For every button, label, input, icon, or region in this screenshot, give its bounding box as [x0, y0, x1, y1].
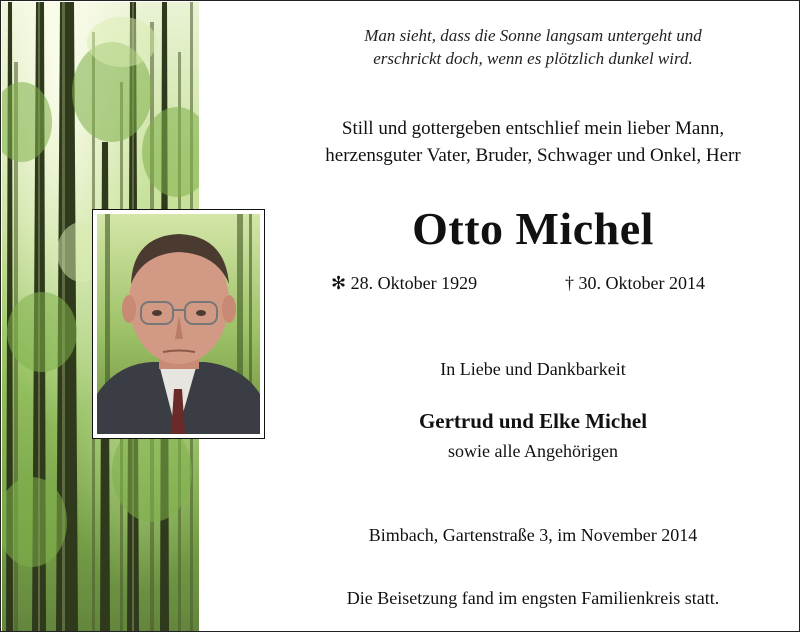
portrait-frame	[92, 209, 265, 439]
dedication: In Liebe und Dankbarkeit	[440, 359, 626, 379]
intro-line-1: Still und gottergeben entschlief mein lieber Mann,	[341, 118, 725, 139]
intro	[265, 115, 800, 169]
mourners: Gertrud und Elke Michel	[418, 409, 648, 433]
birth-date: ✻ 28. Oktober 1929	[331, 273, 478, 293]
deceased-name: Otto Michel	[412, 203, 654, 254]
relatives: sowie alle Angehörigen	[448, 441, 618, 461]
death-date: † 30. Oktober 2014	[565, 273, 705, 293]
motto	[265, 24, 800, 70]
motto-line-1: Man sieht, dass die Sonne langsam untergeht und	[364, 26, 702, 45]
burial-note: Die Beisetzung fand im engsten Familienkreis statt.	[346, 588, 720, 608]
motto-line-2: erschrickt doch, wenn es plötzlich dunkel wird.	[373, 49, 693, 68]
place-and-date: Bimbach, Gartenstraße 3, im November 2014	[368, 525, 698, 545]
portrait-photo	[97, 214, 260, 434]
intro-line-2: herzensguter Vater, Bruder, Schwager und Onkel, Herr	[325, 145, 741, 166]
